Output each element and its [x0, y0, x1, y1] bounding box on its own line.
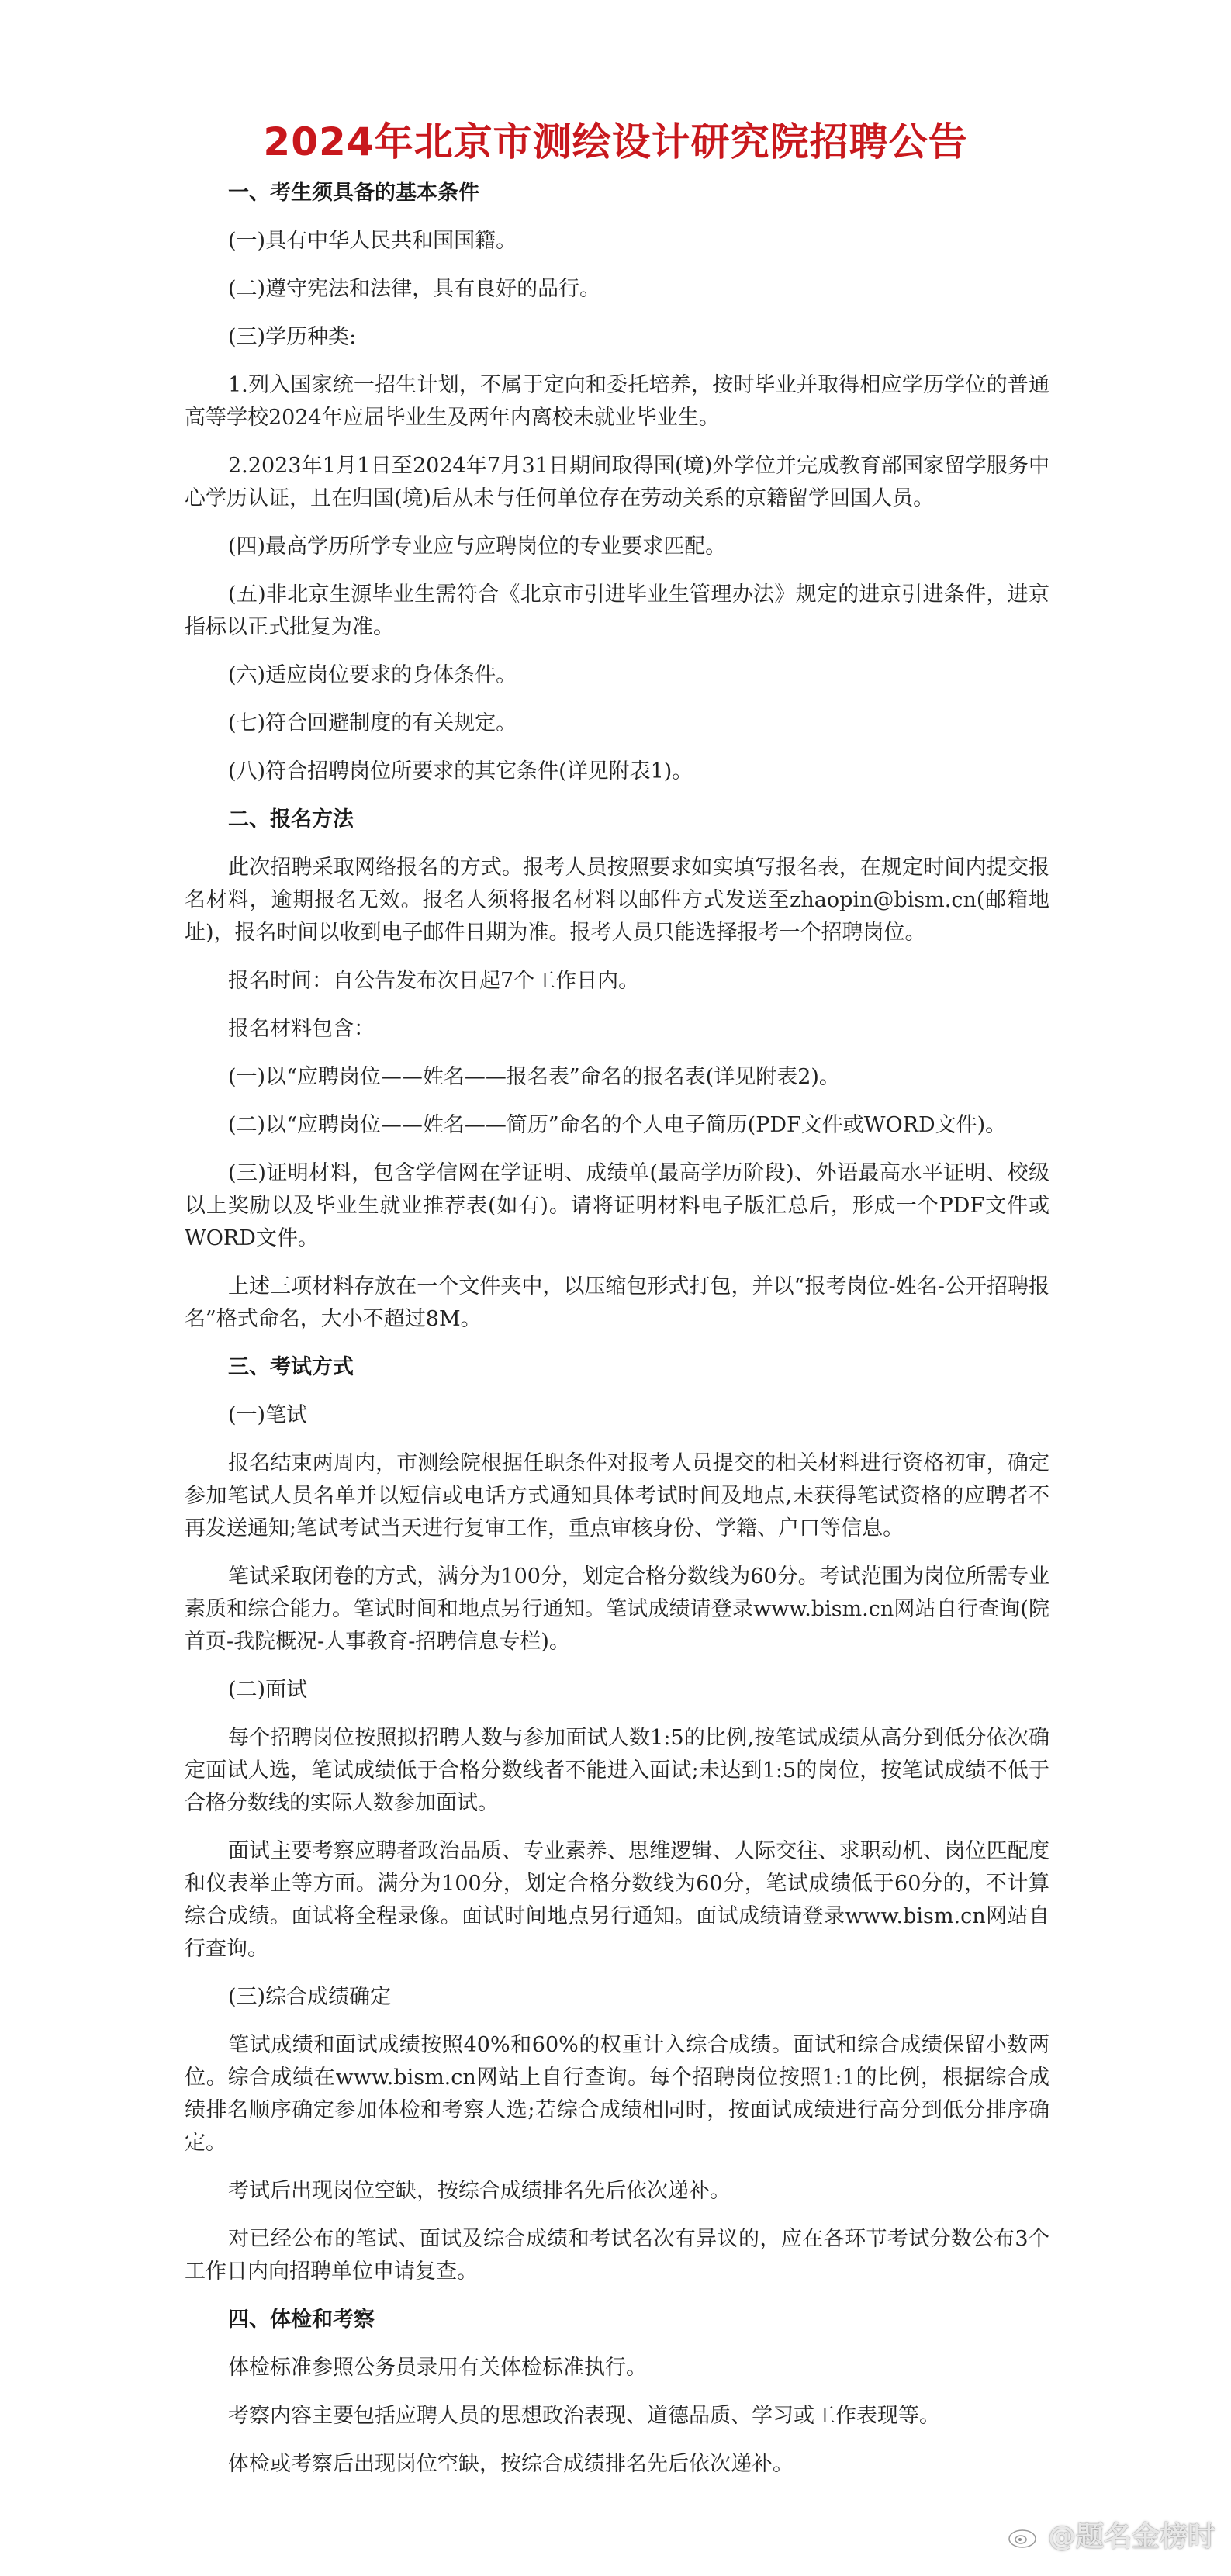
- paragraph: (三)证明材料，包含学信网在学证明、成绩单(最高学历阶段)、外语最高水平证明、校级以上奖励以及毕业生就业推荐表(如有)。请将证明材料电子版汇总后，形成一个PDF文件或WORD文件。: [185, 1161, 1049, 1250]
- document-body: [185, 177, 1049, 2496]
- paragraph: 体检或考察后出现岗位空缺，按综合成绩排名先后依次递补。: [228, 2452, 794, 2476]
- paragraph: (五)非北京生源毕业生需符合《北京市引进毕业生管理办法》规定的进京引进条件，进京指标以正式批复为准。: [185, 583, 1049, 639]
- paragraph: 报名材料包含：: [228, 1017, 375, 1041]
- paragraph: 面试主要考察应聘者政治品质、专业素养、思维逻辑、人际交往、求职动机、岗位匹配度和仪表举止等方面。满分为100分，划定合格分数线为60分，笔试成绩低于60分的，不计算综合成绩。面试将全程录像。面试时间地点另行通知。面试成绩请登录www.bism.cn网站自行查询。: [185, 1839, 1049, 1961]
- paragraph: 对已经公布的笔试、面试及综合成绩和考试名次有异议的，应在各环节考试分数公布3个工作日内向招聘单位申请复查。: [185, 2227, 1049, 2284]
- paragraph: (三)综合成绩确定: [228, 1985, 392, 2009]
- section-heading: 一、考生须具备的基本条件: [228, 181, 479, 205]
- paragraph: 此次招聘采取网络报名的方式。报考人员按照要求如实填写报名表，在规定时间内提交报名材料，逾期报名无效。报名人须将报名材料以邮件方式发送至zhaopin@bism.cn(邮箱地址)，报名时间以收到电子邮件日期为准。报考人员只能选择报考一个招聘岗位。: [185, 856, 1049, 945]
- paragraph: 每个招聘岗位按照拟招聘人数与参加面试人数1:5的比例,按笔试成绩从高分到低分依次确定面试人选，笔试成绩低于合格分数线者不能进入面试;未达到1:5的岗位，按笔试成绩不低于合格分数线的实际人数参加面试。: [185, 1726, 1049, 1815]
- paragraph: 考试后出现岗位空缺，按综合成绩排名先后依次递补。: [228, 2179, 731, 2203]
- paragraph: (八)符合招聘岗位所要求的其它条件(详见附表1)。: [228, 759, 693, 783]
- paragraph: (一)具有中华人民共和国国籍。: [228, 229, 517, 253]
- paragraph: 报名时间：自公告发布次日起7个工作日内。: [228, 969, 640, 993]
- paragraph: (三)学历种类:: [228, 325, 357, 349]
- weibo-icon: [1008, 2520, 1042, 2550]
- paragraph: 报名结束两周内，市测绘院根据任职条件对报考人员提交的相关材料进行资格初审，确定参加笔试人员名单并以短信或电话方式通知具体考试时间及地点,未获得笔试资格的应聘者不再发送通知;笔试考试当天进行复审工作，重点审核身份、学籍、户口等信息。: [185, 1451, 1049, 1540]
- paragraph: (一)笔试: [228, 1403, 308, 1427]
- paragraph: 笔试成绩和面试成绩按照40%和60%的权重计入综合成绩。面试和综合成绩保留小数两位。综合成绩在www.bism.cn网站上自行查询。每个招聘岗位按照1:1的比例，根据综合成绩排名顺序确定参加体检和考察人选;若综合成绩相同时，按面试成绩进行高分到低分排序确定。: [185, 2033, 1049, 2155]
- section-heading: 四、体检和考察: [228, 2308, 375, 2332]
- page-title: 2024年北京市测绘设计研究院招聘公告: [263, 119, 968, 164]
- paragraph: 2.2023年1月1日至2024年7月31日期间取得国(境)外学位并完成教育部国家留学服务中心学历认证，且在归国(境)后从未与任何单位存在劳动关系的京籍留学回国人员。: [185, 454, 1049, 510]
- watermark: [1008, 2515, 1215, 2554]
- paragraph: (二)面试: [228, 1678, 308, 1702]
- section-heading: 二、报名方法: [228, 807, 354, 832]
- paragraph: (二)遵守宪法和法律，具有良好的品行。: [228, 277, 601, 301]
- watermark-text: @题名金榜时: [1047, 2521, 1215, 2553]
- paragraph: 上述三项材料存放在一个文件夹中，以压缩包形式打包，并以“报考岗位-姓名-公开招聘报名”格式命名，大小不超过8M。: [185, 1274, 1049, 1331]
- paragraph: (七)符合回避制度的有关规定。: [228, 711, 517, 735]
- paragraph: 体检标准参照公务员录用有关体检标准执行。: [228, 2356, 647, 2380]
- paragraph: (二)以“应聘岗位——姓名——简历”命名的个人电子简历(PDF文件或WORD文件)。: [228, 1113, 1007, 1137]
- paragraph: (一)以“应聘岗位——姓名——报名表”命名的报名表(详见附表2)。: [228, 1065, 840, 1089]
- section-heading: 三、考试方式: [228, 1355, 354, 1379]
- paragraph: (四)最高学历所学专业应与应聘岗位的专业要求匹配。: [228, 534, 727, 558]
- paragraph: (六)适应岗位要求的身体条件。: [228, 663, 517, 687]
- paragraph: 考察内容主要包括应聘人员的思想政治表现、道德品质、学习或工作表现等。: [228, 2404, 940, 2428]
- paragraph: 1.列入国家统一招生计划，不属于定向和委托培养，按时毕业并取得相应学历学位的普通高等学校2024年应届毕业生及两年内离校未就业毕业生。: [185, 373, 1049, 430]
- paragraph: 笔试采取闭卷的方式，满分为100分，划定合格分数线为60分。考试范围为岗位所需专业素质和综合能力。笔试时间和地点另行通知。笔试成绩请登录www.bism.cn网站自行查询(院首页-我院概况-人事教育-招聘信息专栏)。: [185, 1565, 1049, 1654]
